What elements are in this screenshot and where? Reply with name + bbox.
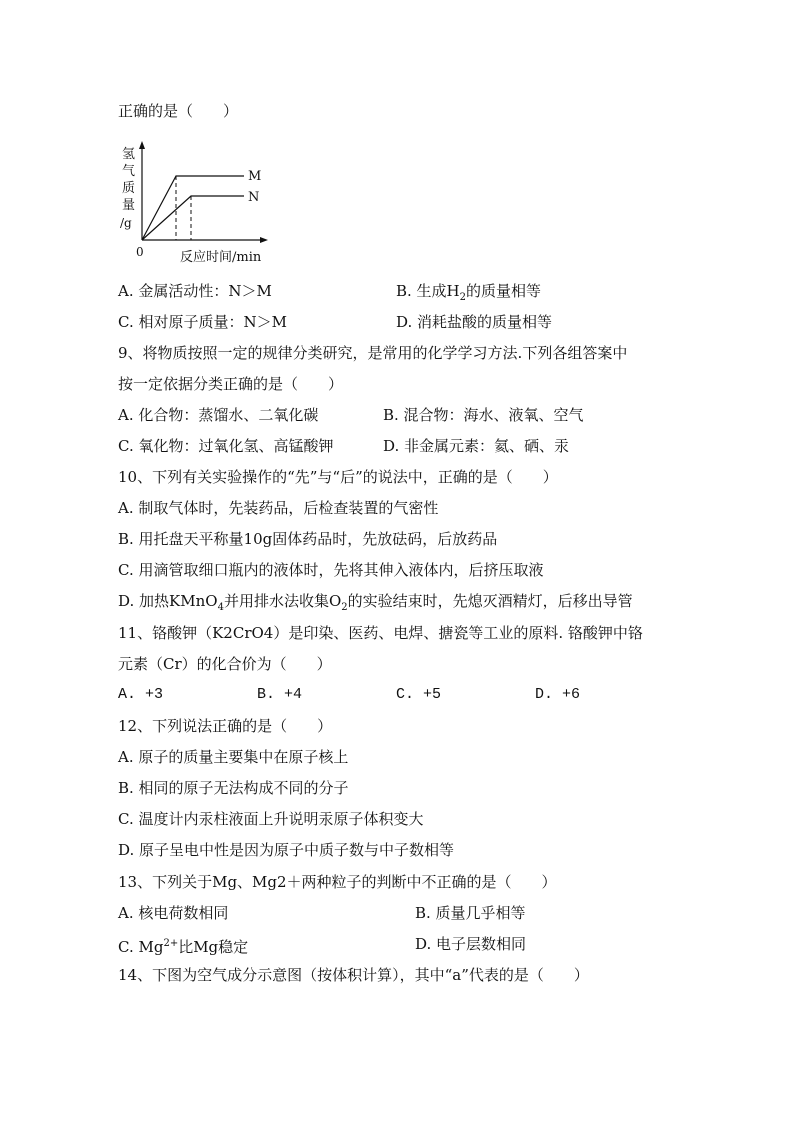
q10-option-d-text-mid: 并用排水法收集O	[223, 592, 342, 610]
q8-stem-end: 正确的是（ ）	[118, 102, 239, 120]
superscript: 2+	[163, 938, 179, 949]
graph-y-axis-arrow	[139, 141, 145, 149]
q12-option-d: D. 原子呈电中性是因为原子中质子数与中子数相等	[118, 841, 455, 859]
q13-option-c-text: C. Mg	[118, 938, 164, 956]
q12-option-c: C. 温度计内汞柱液面上升说明汞原子体积变大	[118, 810, 424, 828]
graph-series-n-line	[142, 196, 244, 240]
q9-option-c: C. 氧化物：过氧化氢、高锰酸钾	[118, 437, 334, 455]
graph-xlabel: 反应时间/min	[180, 250, 262, 265]
q9-option-b: B. 混合物：海水、液氧、空气	[383, 406, 584, 424]
q13-stem: 13、下列关于Mg、Mg2＋两种粒子的判断中不正确的是（ ）	[118, 873, 557, 891]
q13-option-c-text-end: 比Mg稳定	[178, 938, 249, 956]
q13-option-a: A. 核电荷数相同	[118, 904, 229, 922]
q10-option-d-text-end: 的实验结束时，先熄灭酒精灯，后移出导管	[347, 592, 633, 610]
q12-option-b: B. 相同的原子无法构成不同的分子	[118, 779, 349, 797]
q13-option-d: D. 电子层数相同	[415, 935, 527, 953]
graph-ylabel-char: 氢	[122, 147, 136, 162]
q12-option-a: A. 原子的质量主要集中在原子核上	[118, 748, 349, 766]
graph-series-n-label: N	[248, 190, 260, 205]
q8-option-b	[396, 281, 541, 308]
graph-x-axis-arrow	[260, 237, 268, 243]
graph-ylabel-char: 质	[122, 181, 136, 196]
q13-option-c	[118, 934, 248, 957]
q11-option-c: C. +5	[396, 686, 442, 703]
graph-series-m-label: M	[248, 169, 262, 184]
q10-option-d-text: D. 加热KMnO	[118, 592, 218, 610]
q11-stem-line1: 11、铬酸钾（K2CrO4）是印染、医药、电焊、搪瓷等工业的原料. 铬酸钾中铬	[118, 624, 643, 642]
subscript: 4	[217, 602, 224, 613]
q10-option-a: A. 制取气体时，先装药品，后检查装置的气密性	[118, 499, 439, 517]
graph-origin-label: 0	[136, 245, 144, 259]
graph-series-m-line	[142, 176, 244, 240]
q11-option-a: A. +3	[118, 686, 164, 703]
q9-stem-line1: 9、将物质按照一定的规律分类研究，是常用的化学学习方法.下列各组答案中	[118, 344, 628, 362]
q11-option-b: B. +4	[257, 686, 303, 703]
q10-option-b: B. 用托盘天平称量10g固体药品时，先放砝码，后放药品	[118, 530, 498, 548]
q8-option-b-text: B. 生成H	[396, 282, 460, 300]
q14-stem: 14、下图为空气成分示意图（按体积计算），其中“a”代表的是（ ）	[118, 966, 589, 984]
q9-stem-line2: 按一定依据分类正确的是（ ）	[118, 375, 344, 393]
graph-ylabel-char: 量	[122, 198, 136, 213]
q9-option-a: A. 化合物：蒸馏水、二氧化碳	[118, 406, 319, 424]
q11-option-d: D. +6	[535, 686, 581, 703]
q8-option-b-text-end: 的质量相等	[466, 282, 542, 300]
graph-ylabel-char: 气	[122, 164, 136, 179]
q8-hydrogen-mass-graph	[118, 140, 278, 265]
q13-option-b: B. 质量几乎相等	[415, 904, 526, 922]
q10-stem: 10、下列有关实验操作的“先”与“后”的说法中，正确的是（ ）	[118, 468, 558, 486]
q11-stem-line2: 元素（Cr）的化合价为（ ）	[118, 655, 332, 673]
q12-stem: 12、下列说法正确的是（ ）	[118, 717, 333, 735]
q8-option-c: C. 相对原子质量：N＞M	[118, 313, 287, 331]
q8-option-d: D. 消耗盐酸的质量相等	[396, 313, 553, 331]
q8-option-a: A. 金属活动性：N＞M	[118, 282, 272, 300]
graph-ylabel-char: /g	[120, 216, 132, 230]
subscript: 2	[341, 602, 348, 613]
subscript: 2	[459, 292, 467, 303]
q9-option-d: D. 非金属元素：氦、硒、汞	[383, 437, 570, 455]
q10-option-c: C. 用滴管取细口瓶内的液体时，先将其伸入液体内，后挤压取液	[118, 561, 544, 579]
q10-option-d	[118, 591, 633, 618]
